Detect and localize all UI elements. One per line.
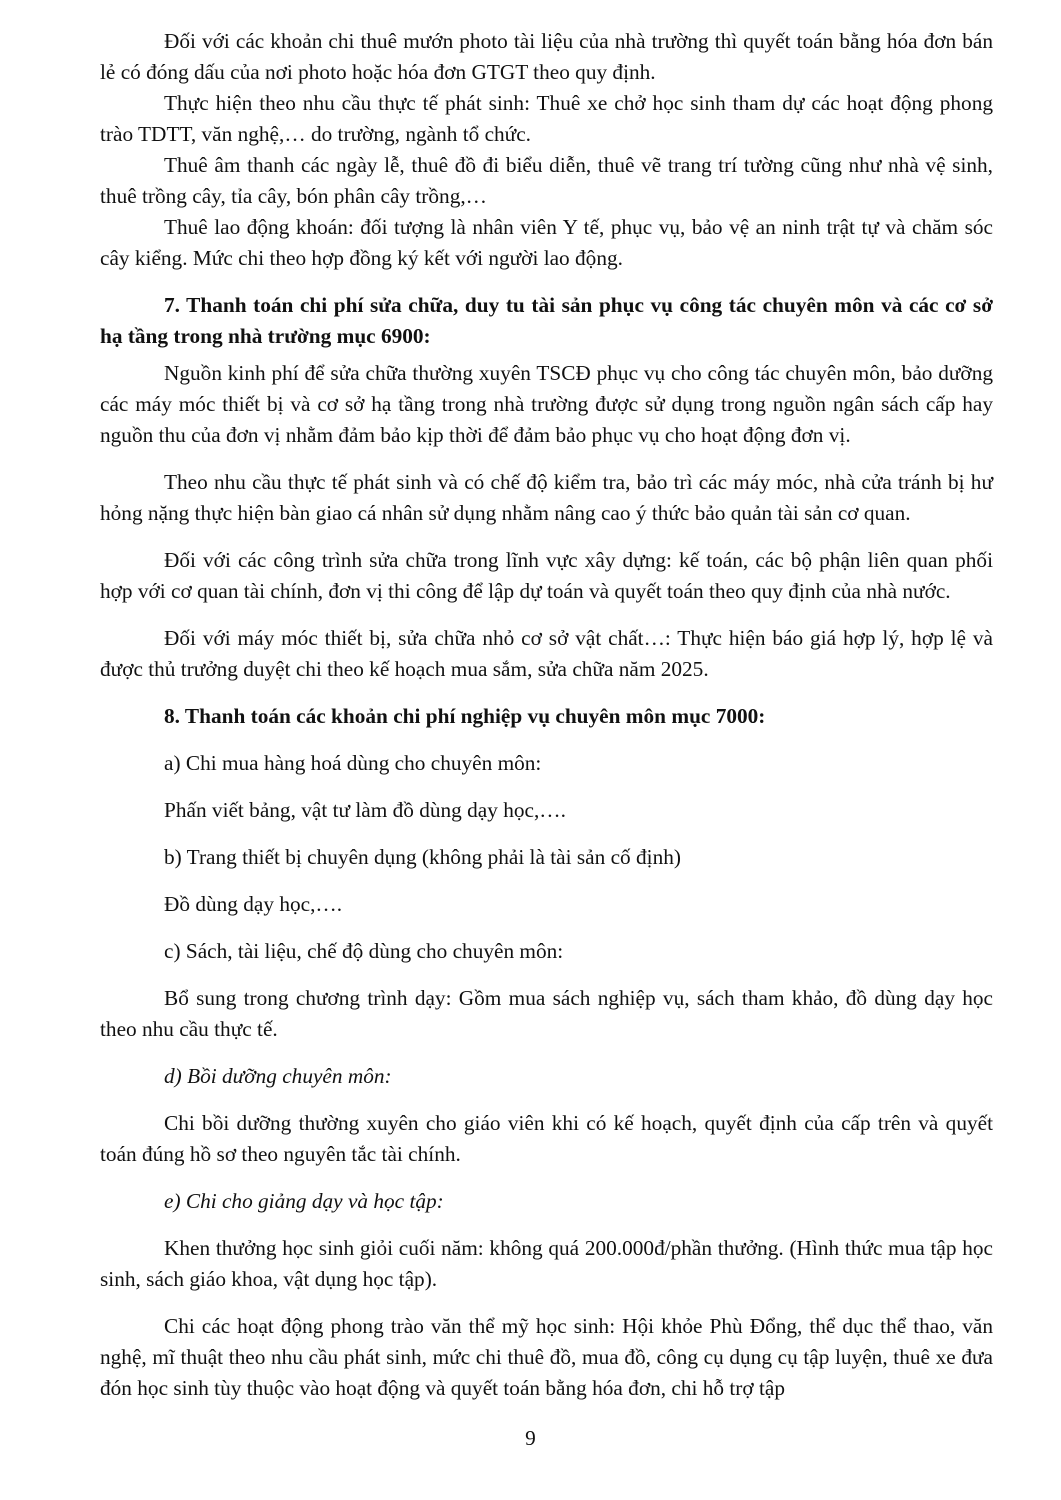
paragraph-photo-expenses: Đối với các khoản chi thuê mướn photo tài liệu của nhà trường thì quyết toán bằng hóa đơn bán lẻ có đóng dấu của nơi photo hoặc hóa đơn GTGT theo quy định. xyxy=(100,29,993,84)
paragraph-equipment-repairs: Đối với máy móc thiết bị, sửa chữa nhỏ cơ sở vật chất…: Thực hiện báo giá hợp lý, hợp lệ và được thủ trưởng duyệt chi theo kế hoạch mua sắm, sửa chữa năm 2025. xyxy=(100,626,993,681)
paragraph-construction-repairs: Đối với các công trình sửa chữa trong lĩnh vực xây dựng: kế toán, các bộ phận liên quan phối hợp với cơ quan tài chính, đơn vị thi công để lập dự toán và quyết toán theo quy định của nhà nước. xyxy=(100,548,993,603)
paragraph-sound-rental: Thuê âm thanh các ngày lễ, thuê đồ đi biểu diễn, thuê vẽ trang trí tường cũng như nhà vệ sinh, thuê trồng cây, tỉa cây, bón phân cây trồng,… xyxy=(100,153,993,208)
document-page xyxy=(100,26,993,1404)
paragraph-repair-funding: Nguồn kinh phí để sửa chữa thường xuyên TSCĐ phục vụ cho công tác chuyên môn, bảo dưỡng các máy móc thiết bị và cơ sở hạ tầng trong nhà trường được sử dụng trong nguồn ngân sách cấp hay nguồn thu của đơn vị nhằm đảm bảo kịp thời để đảm bảo phục vụ cho hoạt động đơn vị. xyxy=(100,361,993,447)
paragraph-vehicle-rental: Thực hiện theo nhu cầu thực tế phát sinh: Thuê xe chở học sinh tham dự các hoạt động phong trào TDTT, văn nghệ,… do trường, ngành tổ chức. xyxy=(100,91,993,146)
item-b-detail: Đồ dùng dạy học,…. xyxy=(164,892,343,916)
item-e-activities: Chi các hoạt động phong trào văn thể mỹ học sinh: Hội khỏe Phù Đổng, thể dục thể thao, văn nghệ, mĩ thuật theo nhu cầu phát sinh, mức chi thuê đồ, mua đồ, công cụ dụng cụ tập luyện, thuê xe đưa đón học sinh tùy thuộc vào hoạt động và quyết toán bằng hóa đơn, chi hỗ trợ tập xyxy=(100,1314,993,1400)
item-c-detail: Bổ sung trong chương trình dạy: Gồm mua sách nghiệp vụ, sách tham khảo, đồ dùng dạy học theo nhu cầu thực tế. xyxy=(100,986,993,1041)
paragraph-maintenance: Theo nhu cầu thực tế phát sinh và có chế độ kiểm tra, bảo trì các máy móc, nhà cửa tránh bị hư hỏng nặng thực hiện bàn giao cá nhân sử dụng nhằm nâng cao ý thức bảo quản tài sản cơ quan. xyxy=(100,470,993,525)
item-c-heading: c) Sách, tài liệu, chế độ dùng cho chuyên môn: xyxy=(164,939,564,963)
paragraph-contract-labor: Thuê lao động khoán: đối tượng là nhân viên Y tế, phục vụ, bảo vệ an ninh trật tự và chăm sóc cây kiểng. Mức chi theo hợp đồng ký kết với người lao động. xyxy=(100,215,993,270)
item-e-heading: e) Chi cho giảng dạy và học tập: xyxy=(164,1189,444,1213)
item-b-heading: b) Trang thiết bị chuyên dụng (không phải là tài sản cố định) xyxy=(164,845,681,869)
item-a-heading: a) Chi mua hàng hoá dùng cho chuyên môn: xyxy=(164,751,542,775)
item-d-heading: d) Bồi dưỡng chuyên môn: xyxy=(164,1064,392,1088)
page-number: 9 xyxy=(525,1426,536,1450)
item-d-detail: Chi bồi dưỡng thường xuyên cho giáo viên khi có kế hoạch, quyết định của cấp trên và quyết toán đúng hồ sơ theo nguyên tắc tài chính. xyxy=(100,1111,993,1166)
section-heading-8: 8. Thanh toán các khoản chi phí nghiệp vụ chuyên môn mục 7000: xyxy=(164,704,766,728)
item-a-detail: Phấn viết bảng, vật tư làm đồ dùng dạy học,…. xyxy=(164,798,566,822)
item-e-awards: Khen thưởng học sinh giỏi cuối năm: không quá 200.000đ/phần thưởng. (Hình thức mua tập học sinh, sách giáo khoa, vật dụng học tập). xyxy=(100,1236,993,1291)
section-heading-7: 7. Thanh toán chi phí sửa chữa, duy tu tài sản phục vụ công tác chuyên môn và các cơ sở hạ tầng trong nhà trường mục 6900: xyxy=(100,293,993,348)
